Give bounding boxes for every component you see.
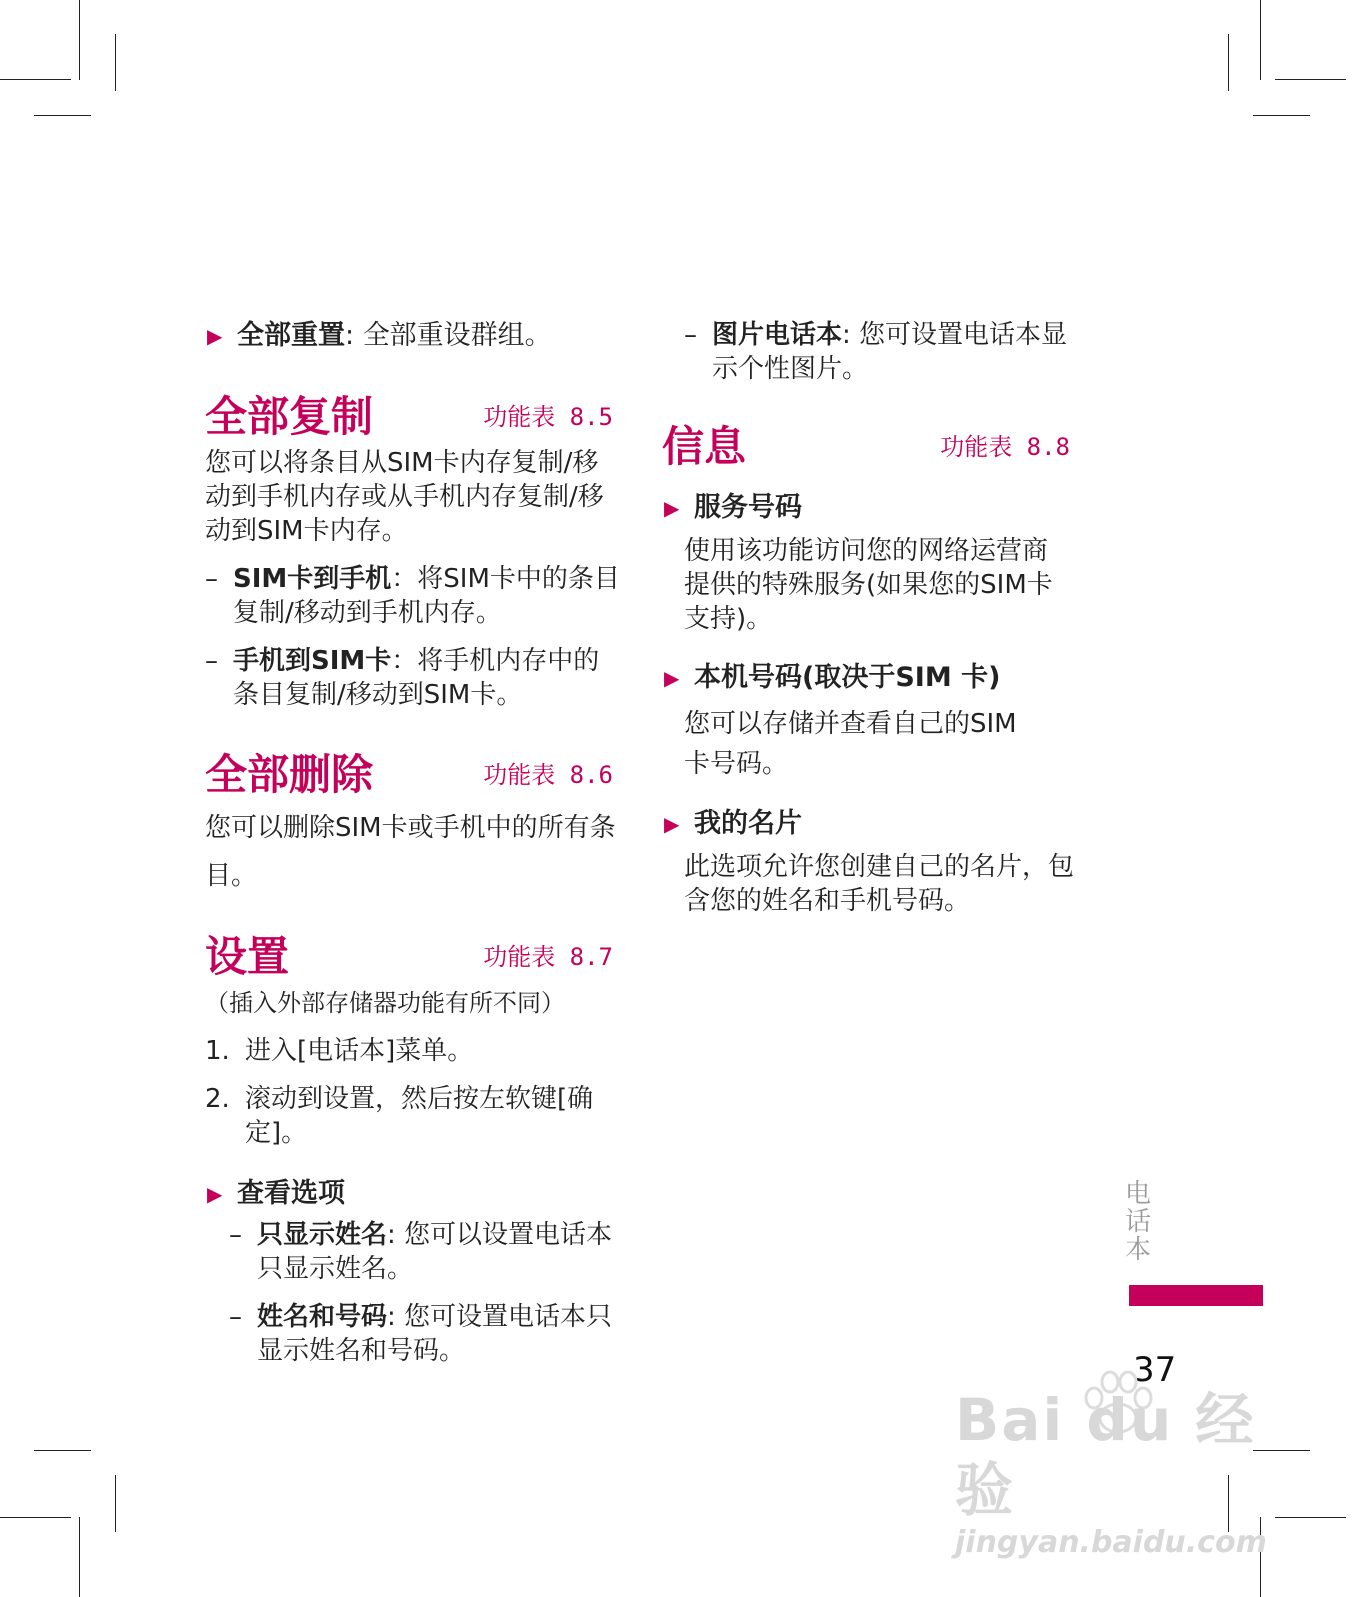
dash-bullet: – xyxy=(205,564,218,594)
settings-heading xyxy=(205,928,625,986)
item-label: 服务号码 xyxy=(694,492,802,523)
triangle-bullet-icon: ▶ xyxy=(207,324,223,348)
view-options-label: 查看选项 xyxy=(237,1178,345,1209)
item-label: 姓名和号码 xyxy=(257,1302,388,1332)
separator: ： xyxy=(391,564,418,594)
menu-number: 功能表 8.5 xyxy=(483,403,613,431)
picture-phonebook-item xyxy=(684,318,1092,386)
reset-all-item xyxy=(205,318,625,354)
item-label: 本机号码(取决于SIM 卡) xyxy=(694,662,1001,693)
phone-to-sim-item xyxy=(205,644,625,712)
item-text: 将SIM卡中的条目复制/移动到手机内存。 xyxy=(233,564,620,628)
step-text: 进入[电话本]菜单。 xyxy=(245,1036,474,1066)
triangle-bullet-icon: ▶ xyxy=(207,1182,223,1206)
right-column xyxy=(662,318,1082,918)
watermark xyxy=(955,1385,1265,1561)
menu-number: 功能表 8.6 xyxy=(483,761,613,789)
my-card-item xyxy=(662,806,1082,842)
watermark-logo: Bai du 经验 xyxy=(955,1386,1256,1524)
crop-mark xyxy=(1275,1517,1346,1518)
side-tab-label: 电话本 xyxy=(1124,1179,1151,1265)
item-label: 手机到SIM卡 xyxy=(233,646,392,676)
section-title: 信息 xyxy=(662,422,747,471)
triangle-bullet-icon: ▶ xyxy=(664,496,680,520)
service-numbers-item xyxy=(662,490,1082,526)
description-line: 您可以删除SIM卡或手机中的所有条 xyxy=(205,813,616,843)
separator: : xyxy=(345,320,363,351)
item-label: 我的名片 xyxy=(694,808,802,839)
dash-bullet: – xyxy=(205,646,218,676)
crop-mark xyxy=(0,1517,71,1518)
step-number: 1. xyxy=(205,1036,230,1066)
delete-all-heading xyxy=(205,746,625,804)
dash-bullet: – xyxy=(684,320,697,350)
side-tab-bar xyxy=(1129,1285,1263,1306)
item-text: 您可以设置电话本只显示姓名。 xyxy=(257,1220,613,1284)
dash-bullet: – xyxy=(229,1220,242,1250)
name-only-item xyxy=(229,1218,625,1286)
copy-all-heading xyxy=(205,388,625,446)
settings-step-2 xyxy=(205,1082,625,1150)
left-column xyxy=(205,318,625,1368)
name-and-number-item xyxy=(229,1300,625,1368)
copy-all-description: 您可以将条目从SIM卡内存复制/移动到手机内存或从手机内存复制/移动到SIM卡内存。 xyxy=(205,448,604,546)
separator: : xyxy=(842,320,860,350)
crop-mark xyxy=(115,34,116,91)
page-number: 37 xyxy=(1133,1350,1177,1390)
watermark-url: jingyan.baidu.com xyxy=(955,1525,1267,1560)
crop-mark xyxy=(0,79,71,80)
triangle-bullet-icon: ▶ xyxy=(664,666,680,690)
crop-mark xyxy=(1260,0,1261,80)
item-label: 只显示姓名 xyxy=(257,1220,388,1250)
item-description: 您可以存储并查看自己的SIM卡号码。 xyxy=(684,709,1017,779)
crop-mark xyxy=(79,1517,80,1597)
crop-mark xyxy=(1275,79,1346,80)
crop-mark xyxy=(34,115,91,116)
item-description: 此选项允许您创建自己的名片，包含您的姓名和手机号码。 xyxy=(684,852,1075,916)
triangle-bullet-icon: ▶ xyxy=(664,812,680,836)
reset-all-label: 全部重置 xyxy=(237,320,345,351)
description-line: 目。 xyxy=(205,861,258,891)
section-title: 设置 xyxy=(205,932,290,981)
info-heading xyxy=(662,418,1082,476)
step-text: 滚动到设置，然后按左软键[确定]。 xyxy=(245,1084,594,1148)
section-title: 全部复制 xyxy=(205,392,374,441)
sim-to-phone-item xyxy=(205,562,625,630)
crop-mark xyxy=(1228,34,1229,91)
delete-all-description xyxy=(205,804,625,900)
section-title: 全部删除 xyxy=(205,750,374,799)
item-label: 图片电话本 xyxy=(712,320,843,350)
menu-number: 功能表 8.8 xyxy=(940,433,1070,461)
crop-mark xyxy=(1253,115,1310,116)
item-text: 将手机内存中的条目复制/移动到SIM卡。 xyxy=(233,646,600,710)
reset-all-text: 全部重设群组。 xyxy=(362,320,552,351)
crop-mark xyxy=(79,0,80,80)
separator: : xyxy=(387,1220,405,1250)
item-text: 您可设置电话本显示个性图片。 xyxy=(712,320,1068,384)
settings-note: （插入外部存储器功能有所不同） xyxy=(205,989,565,1017)
step-number: 2. xyxy=(205,1084,230,1114)
view-options-item xyxy=(205,1176,625,1212)
item-label: SIM卡到手机 xyxy=(233,564,392,594)
item-description: 使用该功能访问您的网络运营商提供的特殊服务(如果您的SIM卡支持)。 xyxy=(684,536,1053,634)
separator: : xyxy=(387,1302,405,1332)
settings-step-1 xyxy=(205,1034,625,1068)
menu-number: 功能表 8.7 xyxy=(483,943,613,971)
crop-mark xyxy=(34,1450,91,1451)
crop-mark xyxy=(115,1475,116,1532)
own-number-item xyxy=(662,660,1082,696)
dash-bullet: – xyxy=(229,1302,242,1332)
separator: ： xyxy=(391,646,418,676)
item-text: 您可设置电话本只显示姓名和号码。 xyxy=(257,1302,613,1366)
